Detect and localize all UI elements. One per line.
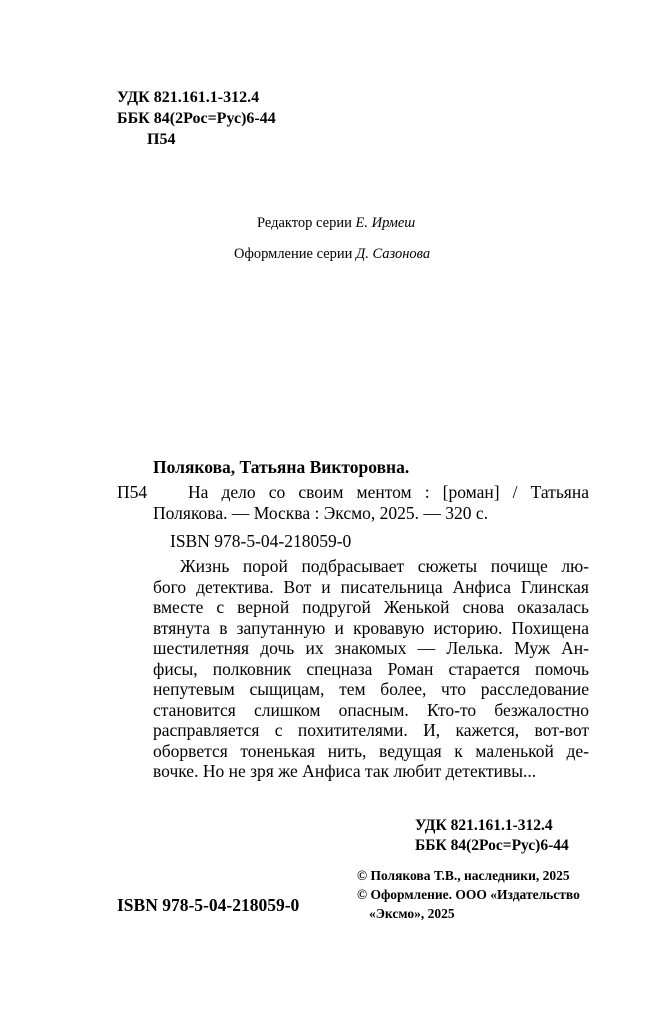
- udk-code-bottom: УДК 821.161.1-312.4: [415, 817, 553, 834]
- copyright-design: © Оформление. ООО «Издательство: [357, 887, 580, 902]
- copyright-publisher: «Эксмо», 2025: [369, 906, 455, 921]
- annotation-line: фисы, полковник спецназа Роман старается помочь: [153, 658, 589, 679]
- bib-author: Полякова, Татьяна Викторовна.: [153, 457, 410, 477]
- author-sign-top: П54: [147, 131, 176, 148]
- bbk-code-top: ББК 84(2Рос=Рус)6-44: [117, 110, 276, 127]
- annotation-line: становится слишком опасным. Кто-то безжалостно: [153, 699, 589, 720]
- annotation-line: расправляется с похитителями. И, кажется, вот-вот: [153, 720, 589, 740]
- bib-sign: П54: [117, 482, 148, 502]
- annotation-line: непутевым сыщицам, тем более, что расследование: [153, 679, 589, 699]
- series-design-name: Д. Сазонова: [356, 246, 431, 262]
- bib-title-line1-wrap: [188, 482, 589, 503]
- series-editor-label: Редактор серии: [257, 215, 356, 231]
- annotation: [153, 556, 589, 782]
- annotation-line: оборвется тоненькая нить, ведущая к маленькой де-: [153, 740, 589, 761]
- bbk-code-bottom: ББК 84(2Рос=Рус)6-44: [415, 837, 569, 854]
- annotation-line: бого детектива. Вот и писательница Анфиса Глинская: [153, 576, 589, 597]
- bib-isbn: ISBN 978-5-04-218059-0: [170, 531, 352, 551]
- annotation-line: вместе с верной подругой Женькой снова оказалась: [153, 597, 589, 617]
- bib-title-line2: Полякова. — Москва : Эксмо, 2025. — 320 с.: [153, 503, 489, 523]
- series-editor-name: Е. Ирмеш: [355, 215, 416, 231]
- annotation-line: шестилетняя дочь их знакомых — Лелька. Муж Ан-: [153, 638, 589, 658]
- bib-title-line1: На дело со своим ментом : [роман] / Татьяна: [188, 482, 589, 502]
- copyright-author: © Полякова Т.В., наследники, 2025: [357, 868, 570, 883]
- annotation-line: вочке. Но не зря же Анфиса так любит детективы...: [153, 761, 537, 781]
- series-design-label: Оформление серии: [234, 246, 357, 262]
- isbn-main: ISBN 978-5-04-218059-0: [117, 895, 300, 915]
- annotation-line: втянута в запутанную и кровавую историю. Похищена: [153, 617, 589, 638]
- annotation-line: Жизнь порой подбрасывает сюжеты почище лю-: [180, 556, 589, 576]
- series-editor-credit: [257, 215, 415, 232]
- series-design-credit: [234, 246, 430, 263]
- udk-code-top: УДК 821.161.1-312.4: [117, 89, 260, 106]
